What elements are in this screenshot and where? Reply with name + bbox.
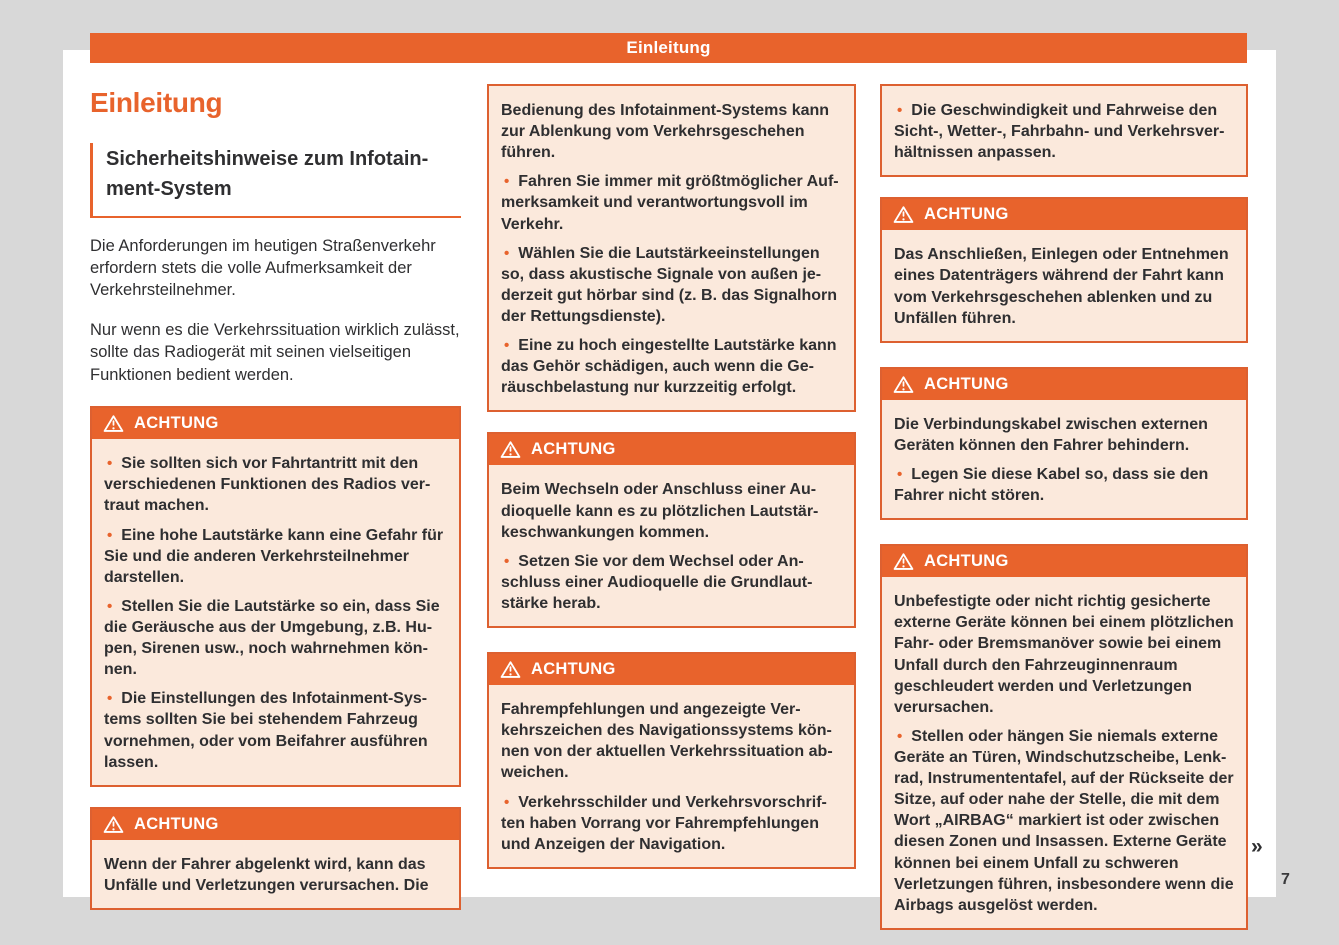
warning-box-body	[882, 400, 1246, 518]
warning-box-body	[489, 86, 854, 410]
intro-paragraph: Die Anforderungen im heutigen Straßenverkehr erfordern stets die volle Aufmerksamkeit der Verkehrsteilnehmer.	[90, 236, 436, 300]
warning-bullet-text: Sie sollten sich vor Fahrtantritt mit den verschiedenen Funktionen des Radios vertraut machen.	[104, 455, 431, 515]
bullet-dot-icon	[501, 337, 518, 354]
warning-bullet-text: Stellen oder hängen Sie niemals externe Geräte an Türen, Windschutzscheibe, Lenkrad, Instrumententafel, auf der Rückseite der Sitze, auf oder nahe der Stelle, die mit dem Wort „AIRBAG“ markiert ist oder zwischen diesen Zonen und Insassen. Externe Geräte können bei einem Unfall zu schweren Verletzungen führen, insbesondere wenn die Airbags ausgelöst werden.	[894, 727, 1234, 914]
warning-bullet	[894, 464, 1234, 506]
warning-box-header	[882, 369, 1246, 400]
bullet-dot-icon	[104, 527, 121, 544]
bullet-dot-icon	[501, 794, 518, 811]
bullet-dot-icon	[894, 466, 911, 483]
warning-box-continued	[880, 84, 1248, 177]
warning-label: ACHTUNG	[924, 374, 1009, 393]
warning-triangle-icon	[103, 815, 124, 834]
warning-box-header	[92, 408, 459, 439]
warning-triangle-icon	[893, 375, 914, 394]
section-heading: Sicherheitshinweise zum Infotainment-System	[90, 143, 461, 218]
bullet-dot-icon	[104, 690, 121, 707]
warning-box-body	[489, 465, 854, 626]
warning-bullet-text: Die Geschwindigkeit und Fahrweise den Sicht-, Wetter-, Fahrbahn- und Verkehrsverhältnissen anpassen.	[894, 102, 1225, 162]
warning-box-body	[92, 439, 459, 785]
bullet-dot-icon	[501, 173, 518, 190]
warning-bullet	[501, 792, 842, 855]
warning-paragraph: Unbefestigte oder nicht richtig gesicherte externe Geräte können bei einem plötzlichen Fahr- oder Bremsmanöver sowie bei einem Unfall durch den Fahrzeuginnenraum geschleudert werden und Verletzungen verursachen.	[894, 593, 1234, 716]
warning-box-body	[882, 86, 1246, 175]
warning-bullet	[104, 525, 447, 588]
warning-paragraph: Beim Wechseln oder Anschluss einer Audioquelle kann es zu plötzlichen Lautstärkeschwankungen kommen.	[501, 481, 819, 541]
warning-box-header	[489, 654, 854, 685]
warning-label: ACHTUNG	[924, 205, 1009, 224]
warning-triangle-icon	[893, 552, 914, 571]
warning-paragraph: Wenn der Fahrer abgelenkt wird, kann das Unfälle und Verletzungen verursachen. Die	[104, 855, 429, 894]
warning-box-header	[489, 434, 854, 465]
warning-bullet-text: Eine hohe Lautstärke kann eine Gefahr für Sie und die anderen Verkehrsteilnehmer darstellen.	[104, 526, 444, 586]
warning-paragraph: Das Anschließen, Einlegen oder Entnehmen eines Datenträgers während der Fahrt kann vom Verkehrsgeschehen ablenken und zu Unfällen führen.	[894, 246, 1229, 327]
warning-paragraph: Fahrempfehlungen und angezeigte Verkehrszeichen des Navigationssystems können von der aktuellen Verkehrssituation abweichen.	[501, 701, 833, 782]
warning-box	[880, 367, 1248, 520]
bullet-dot-icon	[894, 728, 911, 745]
warning-box-body	[489, 685, 854, 867]
warning-box	[880, 197, 1248, 342]
warning-bullet-text: Setzen Sie vor dem Wechsel oder Anschluss einer Audioquelle die Grundlautstärke herab.	[501, 552, 813, 612]
page-continuation-marker: »	[1251, 835, 1263, 858]
warning-box	[90, 807, 461, 910]
warning-label: ACHTUNG	[134, 814, 219, 833]
bullet-dot-icon	[104, 598, 121, 615]
warning-paragraph: Die Verbindungskabel zwischen externen Geräten können den Fahrer behindern.	[894, 415, 1208, 454]
chapter-header-title: Einleitung	[626, 38, 711, 57]
warning-label: ACHTUNG	[924, 552, 1009, 571]
bullet-dot-icon	[894, 102, 911, 119]
warning-label: ACHTUNG	[134, 414, 219, 433]
column-left	[90, 84, 461, 910]
column-right	[880, 84, 1248, 930]
warning-box-body	[882, 230, 1246, 340]
warning-box-header	[882, 546, 1246, 577]
warning-triangle-icon	[500, 660, 521, 679]
warning-triangle-icon	[500, 440, 521, 459]
warning-bullet	[501, 335, 842, 398]
warning-box	[90, 406, 461, 787]
warning-box-body	[882, 577, 1246, 928]
warning-triangle-icon	[893, 205, 914, 224]
warning-triangle-icon	[103, 414, 124, 433]
warning-label: ACHTUNG	[531, 440, 616, 459]
warning-bullet	[104, 596, 447, 680]
chapter-title: Einleitung	[90, 87, 223, 118]
warning-box	[487, 652, 856, 869]
warning-bullet-text: Legen Sie diese Kabel so, dass sie den Fahrer nicht stören.	[894, 465, 1209, 505]
warning-bullet-text: Die Einstellungen des Infotainment-Systems sollten Sie bei stehendem Fahrzeug vornehmen, oder vom Beifahrer ausführen lassen.	[104, 690, 428, 771]
warning-bullet	[894, 726, 1234, 916]
chapter-header-bar	[90, 33, 1247, 63]
warning-box	[487, 432, 856, 628]
warning-box-body	[92, 840, 459, 908]
warning-bullet	[104, 688, 447, 772]
bullet-dot-icon	[104, 455, 121, 472]
warning-box-header	[882, 199, 1246, 230]
intro-paragraph: Nur wenn es die Verkehrssituation wirklich zulässt, sollte das Radiogerät mit seinen vielseitigen Funktionen bedient werden.	[90, 320, 460, 384]
warning-bullet-text: Verkehrsschilder und Verkehrsvorschriften haben Vorrang vor Fahrempfehlungen und Anzeigen der Navigation.	[501, 793, 827, 853]
bullet-dot-icon	[501, 245, 518, 262]
bullet-dot-icon	[501, 553, 518, 570]
warning-bullet	[894, 100, 1234, 163]
warning-paragraph: Bedienung des Infotainment-Systems kann zur Ablenkung vom Verkehrsgeschehen führen.	[501, 102, 830, 162]
warning-box-header	[92, 809, 459, 840]
warning-label: ACHTUNG	[531, 660, 616, 679]
warning-bullet-text: Eine zu hoch eingestellte Lautstärke kann das Gehör schädigen, auch wenn die Geräuschbelastung nur kurzzeitig erfolgt.	[501, 337, 837, 397]
warning-box-continued	[487, 84, 856, 412]
warning-bullet-text: Fahren Sie immer mit größtmöglicher Aufmerksamkeit und verantwortungsvoll im Verkehr.	[501, 173, 839, 233]
warning-bullet	[501, 171, 842, 234]
page-number: 7	[1281, 871, 1290, 888]
warning-bullet-text: Stellen Sie die Lautstärke so ein, dass Sie die Geräusche aus der Umgebung, z.B. Hupen, Sirenen usw., noch wahrnehmen können.	[104, 597, 440, 679]
column-middle	[487, 84, 856, 869]
warning-bullet-text: Wählen Sie die Lautstärkeeinstellungen so, dass akustische Signale von außen jederzeit gut hörbar sind (z. B. das Signalhorn der Rettungsdienste).	[501, 244, 838, 325]
warning-bullet	[501, 551, 842, 614]
warning-bullet	[104, 453, 447, 516]
warning-bullet	[501, 243, 842, 327]
warning-box	[880, 544, 1248, 930]
